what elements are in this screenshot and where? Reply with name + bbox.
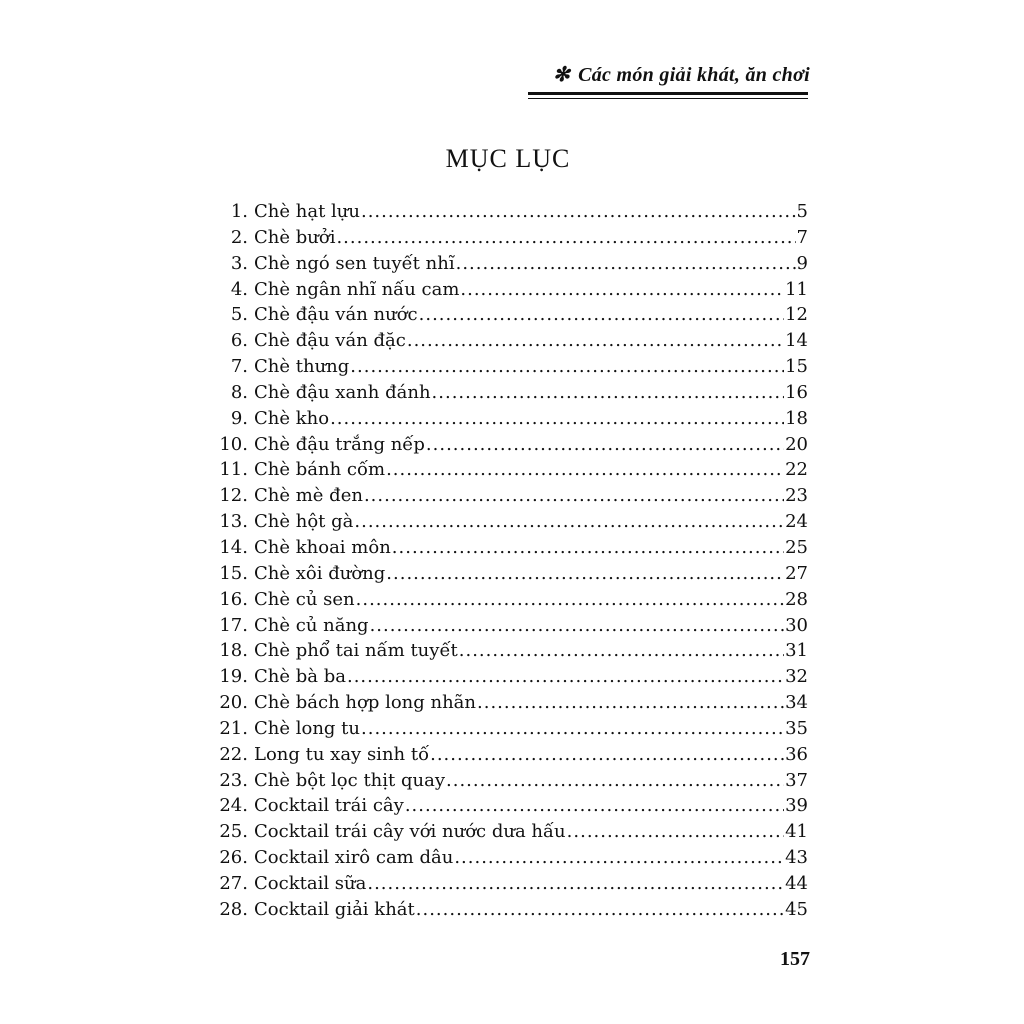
toc-entry-page: 27	[785, 562, 808, 584]
toc-dot-leader	[430, 742, 784, 768]
toc-entry	[212, 483, 808, 509]
toc-entry	[212, 871, 808, 897]
toc-entry	[212, 561, 808, 587]
toc-entry-page: 34	[785, 692, 808, 714]
toc-entry-number: 3.	[230, 252, 248, 274]
toc-entry-title: Chè ngân nhĩ nấu cam	[254, 278, 460, 300]
toc-entry-title: Long tu xay sinh tố	[254, 743, 430, 765]
toc-entry	[212, 535, 808, 561]
running-header-text	[553, 64, 810, 86]
toc-entry-page: 28	[785, 588, 808, 610]
toc-dot-leader	[354, 509, 784, 535]
toc-dot-leader	[426, 432, 784, 458]
toc-entry	[212, 690, 808, 716]
toc-dot-leader	[407, 328, 784, 354]
toc-entry-number: 24.	[219, 795, 248, 817]
toc-entry	[212, 302, 808, 328]
toc-entry-page: 20	[785, 433, 808, 455]
toc-entry	[212, 587, 808, 613]
toc-entry-number: 10.	[219, 433, 248, 455]
toc-dot-leader	[367, 871, 784, 897]
toc-entry-title: Chè kho	[254, 407, 330, 429]
toc-entry-number: 2.	[230, 226, 248, 248]
toc-entry-number: 5.	[230, 304, 248, 326]
toc-entry-title: Chè bách hợp long nhãn	[254, 692, 477, 714]
toc-entry-page: 12	[785, 304, 808, 326]
toc-entry-number: 20.	[219, 692, 248, 714]
toc-dot-leader	[405, 793, 784, 819]
header-rule-thin	[528, 98, 808, 99]
running-header	[520, 60, 810, 90]
toc-entry	[212, 768, 808, 794]
toc-entry	[212, 225, 808, 251]
toc-entry-title: Chè ngó sen tuyết nhĩ	[254, 252, 455, 274]
toc-entry-number: 9.	[230, 407, 248, 429]
toc-entry-title: Chè xôi đường	[254, 562, 386, 584]
toc-entry-title: Cocktail giải khát	[254, 898, 415, 920]
toc-dot-leader	[392, 535, 784, 561]
toc-dot-leader	[364, 483, 784, 509]
toc-entry-page: 36	[785, 743, 808, 765]
toc-entry	[212, 716, 808, 742]
toc-entry-number: 7.	[230, 356, 248, 378]
toc-entry-number: 11.	[219, 459, 248, 481]
toc-entry-page: 18	[785, 407, 808, 429]
toc-entry-title: Chè hột gà	[254, 511, 354, 533]
toc-entry-page: 43	[785, 847, 808, 869]
toc-entry-number: 13.	[219, 511, 248, 533]
toc-entry	[212, 406, 808, 432]
toc-entry	[212, 613, 808, 639]
toc-dot-leader	[347, 664, 784, 690]
toc-entry-title: Chè củ năng	[254, 614, 369, 636]
toc-entry	[212, 897, 808, 923]
toc-dot-leader	[386, 457, 784, 483]
toc-entry-page: 31	[785, 640, 808, 662]
toc-entry-title: Cocktail trái cây	[254, 795, 404, 817]
toc-entry-page: 25	[785, 536, 808, 558]
table-of-contents	[212, 199, 808, 923]
toc-entry-page: 23	[785, 485, 808, 507]
toc-entry-title: Cocktail sữa	[254, 872, 367, 894]
toc-entry-title: Chè bà ba	[254, 666, 346, 688]
toc-dot-leader	[416, 897, 784, 923]
toc-dot-leader	[350, 354, 784, 380]
toc-entry-title: Chè đậu ván nước	[254, 304, 418, 326]
toc-entry-title: Chè bưởi	[254, 226, 336, 248]
toc-entry-title: Chè phổ tai nấm tuyết	[254, 640, 458, 662]
toc-entry-number: 18.	[219, 640, 248, 662]
toc-entry	[212, 199, 808, 225]
toc-entry-page: 22	[785, 459, 808, 481]
toc-dot-leader	[356, 587, 784, 613]
toc-entry-number: 27.	[219, 872, 248, 894]
toc-dot-leader	[361, 199, 796, 225]
page-title: MỤC LỤC	[445, 144, 571, 173]
toc-dot-leader	[432, 380, 785, 406]
toc-entry-page: 16	[785, 381, 808, 403]
toc-entry-number: 22.	[219, 743, 248, 765]
toc-entry	[212, 354, 808, 380]
toc-entry-title: Chè củ sen	[254, 588, 355, 610]
toc-dot-leader	[419, 302, 784, 328]
toc-entry-page: 9	[796, 252, 808, 274]
toc-entry	[212, 457, 808, 483]
toc-entry-title: Chè đậu ván đặc	[254, 330, 406, 352]
toc-entry	[212, 742, 808, 768]
toc-dot-leader	[460, 277, 784, 303]
page-number: 157	[780, 948, 810, 970]
toc-entry-title: Chè bột lọc thịt quay	[254, 769, 446, 791]
toc-entry-number: 8.	[230, 381, 248, 403]
toc-dot-leader	[454, 845, 784, 871]
toc-entry-page: 30	[785, 614, 808, 636]
toc-entry-page: 45	[785, 898, 808, 920]
toc-entry-number: 28.	[219, 898, 248, 920]
toc-entry-number: 26.	[219, 847, 248, 869]
toc-entry-number: 25.	[219, 821, 248, 843]
toc-entry	[212, 328, 808, 354]
toc-entry-title: Cocktail trái cây với nước dưa hấu	[254, 821, 566, 843]
header-rule-thick	[528, 92, 808, 95]
toc-entry-number: 17.	[219, 614, 248, 636]
toc-dot-leader	[370, 613, 785, 639]
toc-entry	[212, 380, 808, 406]
toc-entry-number: 4.	[230, 278, 248, 300]
toc-entry-number: 15.	[219, 562, 248, 584]
toc-entry-page: 32	[785, 666, 808, 688]
toc-entry-number: 1.	[230, 201, 248, 222]
toc-entry-title: Chè hạt lựu	[254, 201, 360, 222]
toc-entry-page: 39	[785, 795, 808, 817]
toc-entry-page: 44	[785, 872, 808, 894]
toc-entry-page: 37	[785, 769, 808, 791]
toc-entry-number: 21.	[219, 717, 248, 739]
toc-entry-page: 24	[785, 511, 808, 533]
toc-entry	[212, 819, 808, 845]
toc-dot-leader	[386, 561, 784, 587]
toc-entry-number: 23.	[219, 769, 248, 791]
toc-entry	[212, 793, 808, 819]
toc-dot-leader	[336, 225, 795, 251]
toc-entry-number: 12.	[219, 485, 248, 507]
toc-entry-title: Chè thưng	[254, 356, 350, 378]
toc-dot-leader	[361, 716, 784, 742]
toc-entry-page: 5	[796, 201, 808, 222]
toc-dot-leader	[330, 406, 784, 432]
toc-entry-page: 14	[785, 330, 808, 352]
asterisk-icon: ✻	[553, 64, 571, 86]
toc-entry-title: Chè long tu	[254, 717, 360, 739]
toc-entry	[212, 277, 808, 303]
toc-dot-leader	[456, 251, 796, 277]
toc-entry	[212, 251, 808, 277]
toc-entry	[212, 509, 808, 535]
toc-entry-number: 14.	[219, 536, 248, 558]
toc-entry-page: 15	[785, 356, 808, 378]
toc-entry-number: 19.	[219, 666, 248, 688]
toc-dot-leader	[446, 768, 784, 794]
toc-entry-page: 41	[785, 821, 808, 843]
toc-entry	[212, 638, 808, 664]
toc-entry-number: 16.	[219, 588, 248, 610]
toc-entry-page: 35	[785, 717, 808, 739]
running-header-title: Các món giải khát, ăn chơi	[578, 64, 810, 86]
toc-dot-leader	[477, 690, 784, 716]
toc-entry-title: Chè mè đen	[254, 485, 363, 507]
toc-entry	[212, 845, 808, 871]
toc-entry-title: Chè bánh cốm	[254, 459, 386, 481]
toc-entry	[212, 432, 808, 458]
toc-dot-leader	[567, 819, 784, 845]
toc-entry-title: Cocktail xirô cam dâu	[254, 847, 454, 869]
toc-entry-number: 6.	[230, 330, 248, 352]
toc-entry-title: Chè khoai môn	[254, 536, 391, 558]
toc-dot-leader	[459, 638, 784, 664]
toc-entry-title: Chè đậu trắng nếp	[254, 433, 425, 455]
toc-entry-page: 7	[796, 226, 808, 248]
toc-entry-title: Chè đậu xanh đánh	[254, 381, 431, 403]
toc-entry	[212, 664, 808, 690]
toc-entry-page: 11	[785, 278, 808, 300]
